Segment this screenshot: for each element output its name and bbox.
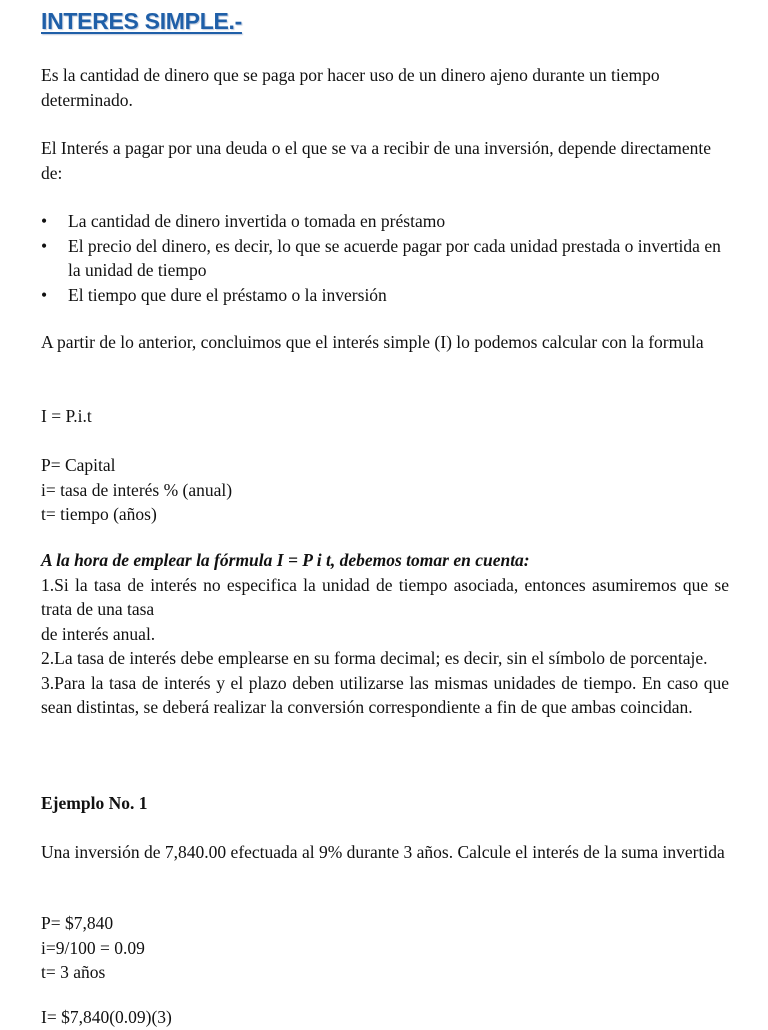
conclusion-paragraph: A partir de lo anterior, concluimos que el interés simple (I) lo podemos calcular con la formula xyxy=(41,332,704,352)
factor-list xyxy=(41,209,729,307)
note-1-continued: de interés anual. xyxy=(41,623,156,644)
definition-capital: P= Capital xyxy=(41,455,116,475)
definition-rate: i= tasa de interés % (anual) xyxy=(41,479,233,500)
definition-time: t= tiempo (años) xyxy=(41,504,157,524)
list-item xyxy=(41,234,729,283)
notes-section xyxy=(41,548,729,720)
example-values xyxy=(41,911,729,985)
list-item-text: El precio del dinero, es decir, lo que se acuerde pagar por cada unidad prestada o invertida en la unidad de tiempo xyxy=(68,235,721,280)
intro-paragraph-2: El Interés a pagar por una deuda o el que se va a recibir de una inversión, depende directamente de: xyxy=(41,138,712,183)
note-3: 3.Para la tasa de interés y el plazo deben utilizarse las mismas unidades de tiempo. En caso que sean distintas, se deberá realizar la conversión correspondiente a fin de que ambas coincidan. xyxy=(41,672,729,717)
example-statement: Una inversión de 7,840.00 efectuada al 9% durante 3 años. Calcule el interés de la suma invertida xyxy=(41,842,725,862)
example-value-time: t= 3 años xyxy=(41,962,106,982)
list-item xyxy=(41,283,729,308)
page-title: INTERES SIMPLE.- xyxy=(41,8,242,34)
notes-heading: A la hora de emplear la fórmula I = P i t, debemos tomar en cuenta: xyxy=(41,550,530,570)
example-value-capital: P= $7,840 xyxy=(41,913,114,933)
list-item-text: El tiempo que dure el préstamo o la inversión xyxy=(68,284,387,305)
note-2: 2.La tasa de interés debe emplearse en su forma decimal; es decir, sin el símbolo de porcentaje. xyxy=(41,648,708,668)
bullet-icon: • xyxy=(41,284,48,305)
bullet-icon: • xyxy=(41,235,48,256)
list-item xyxy=(41,209,729,234)
variable-definitions xyxy=(41,453,729,527)
example-value-rate: i=9/100 = 0.09 xyxy=(41,937,145,958)
note-1: 1.Si la tasa de interés no especifica la unidad de tiempo asociada, entonces asumiremos que se trata de una tasa xyxy=(41,574,729,619)
bullet-icon: • xyxy=(41,211,48,231)
example-calculation: I= $7,840(0.09)(3) xyxy=(41,1007,172,1027)
formula: I = P.i.t xyxy=(41,406,92,426)
list-item-text: La cantidad de dinero invertida o tomada en préstamo xyxy=(68,211,446,231)
intro-paragraph-1: Es la cantidad de dinero que se paga por hacer uso de un dinero ajeno durante un tiempo determinado. xyxy=(41,65,660,110)
example-heading: Ejemplo No. 1 xyxy=(41,793,148,813)
